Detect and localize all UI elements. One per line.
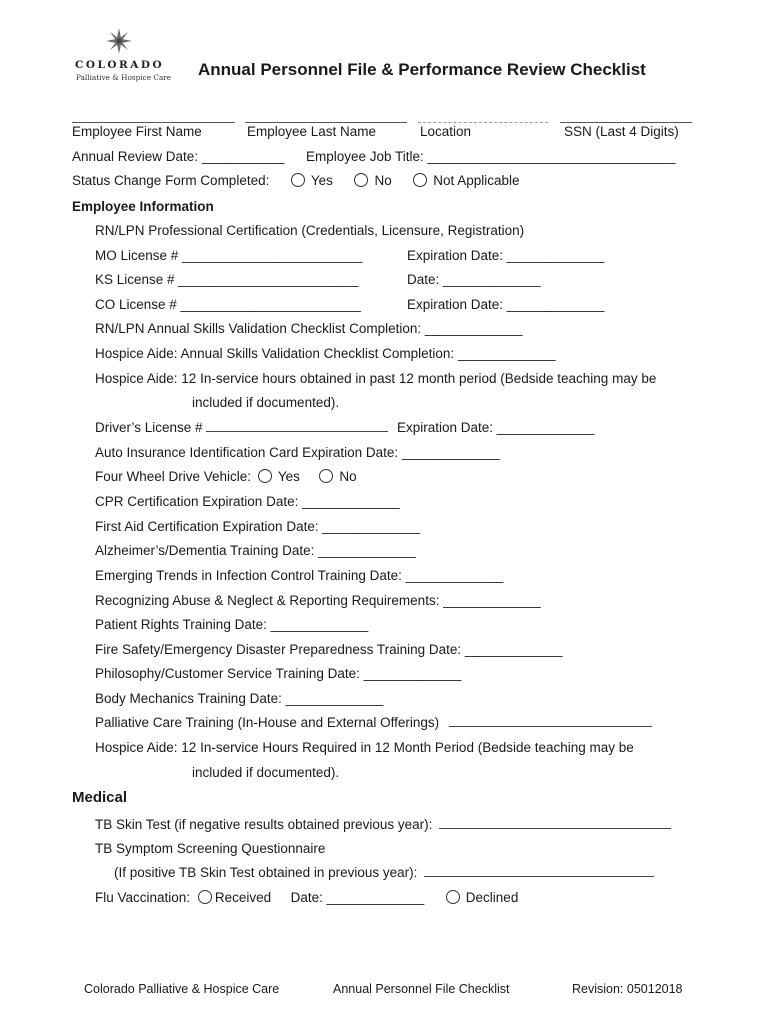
aide-required-line-cont: included if documented). (192, 765, 340, 780)
aide-skills-field[interactable]: Hospice Aide: Annual Skills Validation Checklist Completion: _____________ (95, 346, 556, 361)
certification-line: RN/LPN Professional Certification (Credentials, Licensure, Registration) (95, 223, 525, 238)
aide-inservice-line: Hospice Aide: 12 In-service hours obtained in past 12 month period (Bedside teaching may be (95, 371, 657, 386)
body-mechanics-field[interactable]: Body Mechanics Training Date: _____________ (95, 691, 384, 706)
co-expiration-field[interactable]: Expiration Date: _____________ (407, 297, 605, 312)
patient-rights-field[interactable]: Patient Rights Training Date: _____________ (95, 617, 369, 632)
first-aid-field[interactable]: First Aid Certification Expiration Date: _____________ (95, 519, 420, 534)
status-yes-label: Yes (310, 173, 333, 188)
logo-subtitle: Palliative & Hospice Care (76, 73, 172, 82)
footer-revision: Revision: 05012018 (572, 982, 683, 996)
flu-label: Flu Vaccination: (95, 890, 191, 905)
drivers-license-label: Driver’s License # (95, 420, 207, 435)
auto-insurance-field[interactable]: Auto Insurance Identification Card Expiration Date: _____________ (95, 445, 500, 460)
status-no-radio[interactable] (354, 173, 368, 187)
logo-wordmark: COLORADO (75, 59, 165, 71)
rn-skills-field[interactable]: RN/LPN Annual Skills Validation Checklist Completion: _____________ (95, 321, 523, 336)
philosophy-field[interactable]: Philosophy/Customer Service Training Date: _____________ (95, 666, 462, 681)
flu-received-radio[interactable] (198, 890, 212, 904)
aide-inservice-line-cont: included if documented). (192, 395, 340, 410)
flu-declined-radio[interactable] (446, 890, 460, 904)
cpr-field[interactable]: CPR Certification Expiration Date: _____________ (95, 494, 400, 509)
location-field[interactable] (418, 122, 548, 123)
tb-positive-label: (If positive TB Skin Test obtained in previous year): (114, 865, 418, 880)
palliative-care-field[interactable] (449, 725, 652, 727)
annual-review-date-field[interactable]: Annual Review Date: ___________ (72, 149, 285, 164)
snowflake-star-icon (70, 26, 180, 56)
alzheimers-field[interactable]: Alzheimer’s/Dementia Training Date: _____________ (95, 543, 416, 558)
status-na-radio[interactable] (413, 173, 427, 187)
logo (70, 26, 180, 86)
tb-skin-label: TB Skin Test (if negative results obtained previous year): (95, 817, 433, 832)
four-wheel-label: Four Wheel Drive Vehicle: (95, 469, 252, 484)
co-license-field[interactable]: CO License # ________________________ (95, 297, 361, 312)
infection-control-field[interactable]: Emerging Trends in Infection Control Training Date: _____________ (95, 568, 504, 583)
location-label: Location (420, 124, 472, 139)
four-wheel-yes-label: Yes (277, 469, 300, 484)
first-name-label: Employee First Name (72, 124, 202, 139)
footer-org: Colorado Palliative & Hospice Care (84, 982, 280, 996)
status-na-label: Not Applicable (433, 173, 520, 188)
drivers-license-field[interactable] (206, 430, 388, 432)
ssn-field[interactable] (560, 122, 692, 123)
employee-information-heading: Employee Information (72, 199, 214, 214)
tb-symptom-label: TB Symptom Screening Questionnaire (95, 841, 326, 856)
last-name-label: Employee Last Name (247, 124, 377, 139)
mo-expiration-field[interactable]: Expiration Date: _____________ (407, 248, 605, 263)
job-title-field[interactable]: Employee Job Title: _________________________________ (306, 149, 676, 164)
ssn-label: SSN (Last 4 Digits) (564, 124, 679, 139)
status-change-row (72, 173, 520, 188)
first-name-field[interactable] (72, 122, 235, 123)
ks-date-field[interactable]: Date: _____________ (407, 272, 541, 287)
drivers-license-row (95, 420, 388, 435)
mo-license-field[interactable]: MO License # ________________________ (95, 248, 363, 263)
flu-declined-label: Declined (465, 890, 519, 905)
flu-row (95, 890, 518, 905)
tb-positive-row (114, 865, 654, 880)
aide-required-line: Hospice Aide: 12 In-service Hours Required in 12 Month Period (Bedside teaching may be (95, 740, 634, 755)
four-wheel-no-radio[interactable] (319, 469, 333, 483)
tb-skin-field[interactable] (439, 827, 671, 829)
medical-heading: Medical (72, 789, 128, 806)
flu-received-label: Received (214, 890, 272, 905)
palliative-care-label: Palliative Care Training (In-House and External Offerings) (95, 715, 440, 730)
status-no-label: No (374, 173, 392, 188)
abuse-neglect-field[interactable]: Recognizing Abuse & Neglect & Reporting Requirements: _____________ (95, 593, 541, 608)
drivers-expiration-field[interactable]: Expiration Date: _____________ (397, 420, 595, 435)
tb-skin-row (95, 817, 671, 832)
tb-positive-field[interactable] (424, 875, 654, 877)
last-name-field[interactable] (245, 122, 407, 123)
status-change-label: Status Change Form Completed: (72, 173, 270, 188)
page-title: Annual Personnel File & Performance Review Checklist (198, 60, 646, 79)
flu-date-field[interactable]: Date: _____________ (290, 890, 425, 905)
four-wheel-yes-radio[interactable] (258, 469, 272, 483)
four-wheel-no-label: No (339, 469, 357, 484)
four-wheel-row (95, 469, 357, 484)
palliative-care-row (95, 715, 652, 730)
status-yes-radio[interactable] (291, 173, 305, 187)
footer-doc-name: Annual Personnel File Checklist (333, 982, 510, 996)
ks-license-field[interactable]: KS License # ________________________ (95, 272, 359, 287)
fire-safety-field[interactable]: Fire Safety/Emergency Disaster Preparedness Training Date: _____________ (95, 642, 563, 657)
